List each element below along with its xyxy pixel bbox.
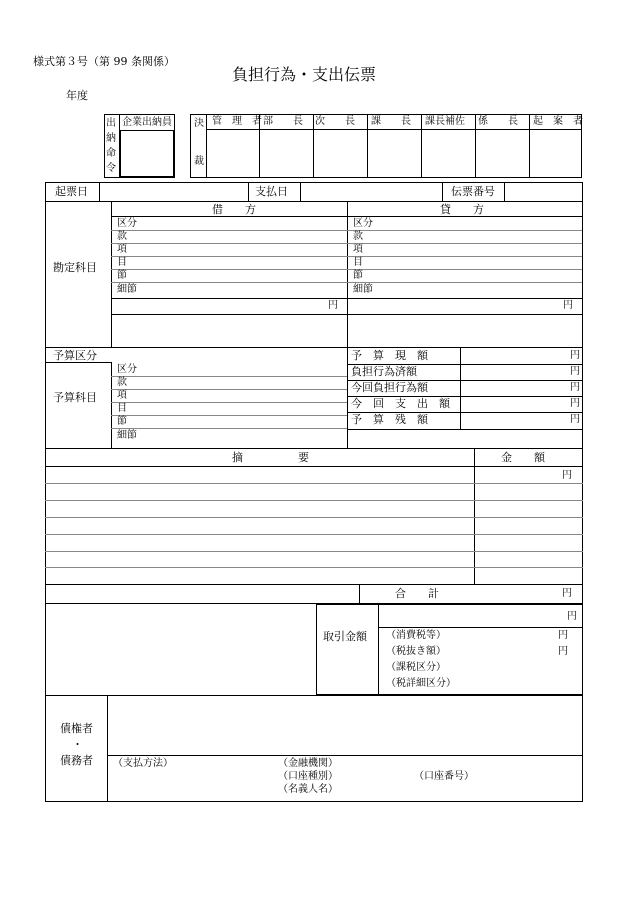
page-title: 負担行為・支出伝票 <box>232 65 377 84</box>
budget-this-commit-yen: 円 <box>570 382 580 393</box>
budget-item-saisetsu: 細節 <box>117 430 137 441</box>
credit-item-saisetsu: 細節 <box>353 284 373 295</box>
credit-item-kubun: 区分 <box>353 218 373 229</box>
budget-committed-label: 負担行為済額 <box>351 365 417 378</box>
amount-header: 金 額 <box>501 451 545 464</box>
budget-category-label: 予算区分 <box>53 349 97 362</box>
treasury-order-label: 出 納 命 令 <box>106 118 116 174</box>
budget-item-setsu: 節 <box>117 416 127 427</box>
budget-remaining-label: 予 算 残 額 <box>351 413 428 426</box>
transaction-amount-label: 取引金額 <box>323 630 367 643</box>
kessai-label-2: 裁 <box>194 156 204 167</box>
credit-item-kan: 款 <box>353 231 363 242</box>
budget-committed-yen: 円 <box>570 366 580 377</box>
account-number-label: （口座番号） <box>414 771 474 782</box>
credit-item-kou: 項 <box>353 244 363 255</box>
debit-item-setsu: 節 <box>117 270 127 281</box>
cashier-stamp-cell[interactable] <box>120 130 174 177</box>
consumption-tax-yen: 円 <box>558 630 568 641</box>
total-yen: 円 <box>562 588 572 599</box>
summary-input-area[interactable] <box>46 467 473 583</box>
approval-col-subsection-chief: 係 長 <box>478 116 518 127</box>
total-label: 合 計 <box>395 587 439 600</box>
approval-col-section-chief: 課 長 <box>371 116 411 127</box>
tax-detail-category-label: （税詳細区分） <box>386 678 456 689</box>
approval-col-director: 部 長 <box>263 116 303 127</box>
approval-col-manager: 管 理 者 <box>212 116 262 127</box>
debit-header: 借 方 <box>212 203 256 216</box>
creditor-debtor-dot: ・ <box>72 738 83 751</box>
budget-remaining-yen: 円 <box>570 414 580 425</box>
issue-date-label: 起票日 <box>55 185 88 198</box>
tax-excluded-yen: 円 <box>558 646 568 657</box>
debit-item-kubun: 区分 <box>117 218 137 229</box>
approval-col-drafter: 起 案 者 <box>533 116 583 127</box>
debit-yen: 円 <box>328 300 338 311</box>
cashier-label: 企業出納員 <box>122 117 172 128</box>
payment-date-field[interactable] <box>300 183 440 201</box>
creditor-label: 債権者 <box>60 722 93 735</box>
payment-method-label: （支払方法） <box>113 758 173 769</box>
consumption-tax-label: （消費税等） <box>386 630 446 641</box>
voucher-number-label: 伝票番号 <box>451 185 495 198</box>
budget-subject-label: 予算科目 <box>53 391 97 404</box>
total-field[interactable] <box>360 585 582 603</box>
tax-excluded-label: （税抜き額） <box>386 646 446 657</box>
fiscal-year-label: 年度 <box>66 89 88 102</box>
approval-col-assistant-chief: 課長補佐 <box>425 116 465 127</box>
issue-date-field[interactable] <box>99 183 246 201</box>
voucher-number-field[interactable] <box>504 183 582 201</box>
tax-category-label: （課税区分） <box>386 662 446 673</box>
transaction-amount-yen: 円 <box>567 611 577 622</box>
budget-current-yen: 円 <box>570 350 580 361</box>
budget-category-field[interactable] <box>112 348 346 362</box>
credit-item-setsu: 節 <box>353 270 363 281</box>
budget-item-kubun: 区分 <box>117 364 137 375</box>
payment-date-label: 支払日 <box>255 185 288 198</box>
budget-item-moku: 目 <box>117 403 127 414</box>
debit-item-moku: 目 <box>117 257 127 268</box>
approval-col-deputy: 次 長 <box>315 116 355 127</box>
budget-this-payment-label: 今 回 支 出 額 <box>351 397 450 410</box>
bank-label: （金融機関） <box>278 758 338 769</box>
credit-yen: 円 <box>563 300 573 311</box>
kessai-label-1: 決 <box>194 118 204 129</box>
credit-item-moku: 目 <box>353 257 363 268</box>
debit-item-saisetsu: 細節 <box>117 284 137 295</box>
budget-item-kou: 項 <box>117 390 127 401</box>
budget-this-payment-yen: 円 <box>570 398 580 409</box>
debit-item-kan: 款 <box>117 231 127 242</box>
debit-item-kou: 項 <box>117 244 127 255</box>
account-holder-label: （名義人名） <box>278 784 338 795</box>
summary-yen: 円 <box>562 470 572 481</box>
credit-header: 貸 方 <box>440 203 484 216</box>
budget-this-commit-label: 今回負担行為額 <box>351 381 428 394</box>
account-subject-label: 勘定科目 <box>53 261 97 274</box>
debtor-label: 債務者 <box>60 754 93 767</box>
form-number: 様式第３号（第 99 条関係） <box>33 55 175 68</box>
creditor-name-field[interactable] <box>108 696 582 754</box>
budget-current-label: 予 算 現 額 <box>351 349 428 362</box>
budget-item-kan: 款 <box>117 377 127 388</box>
summary-header: 摘 要 <box>232 451 309 464</box>
account-type-label: （口座種別） <box>278 771 338 782</box>
